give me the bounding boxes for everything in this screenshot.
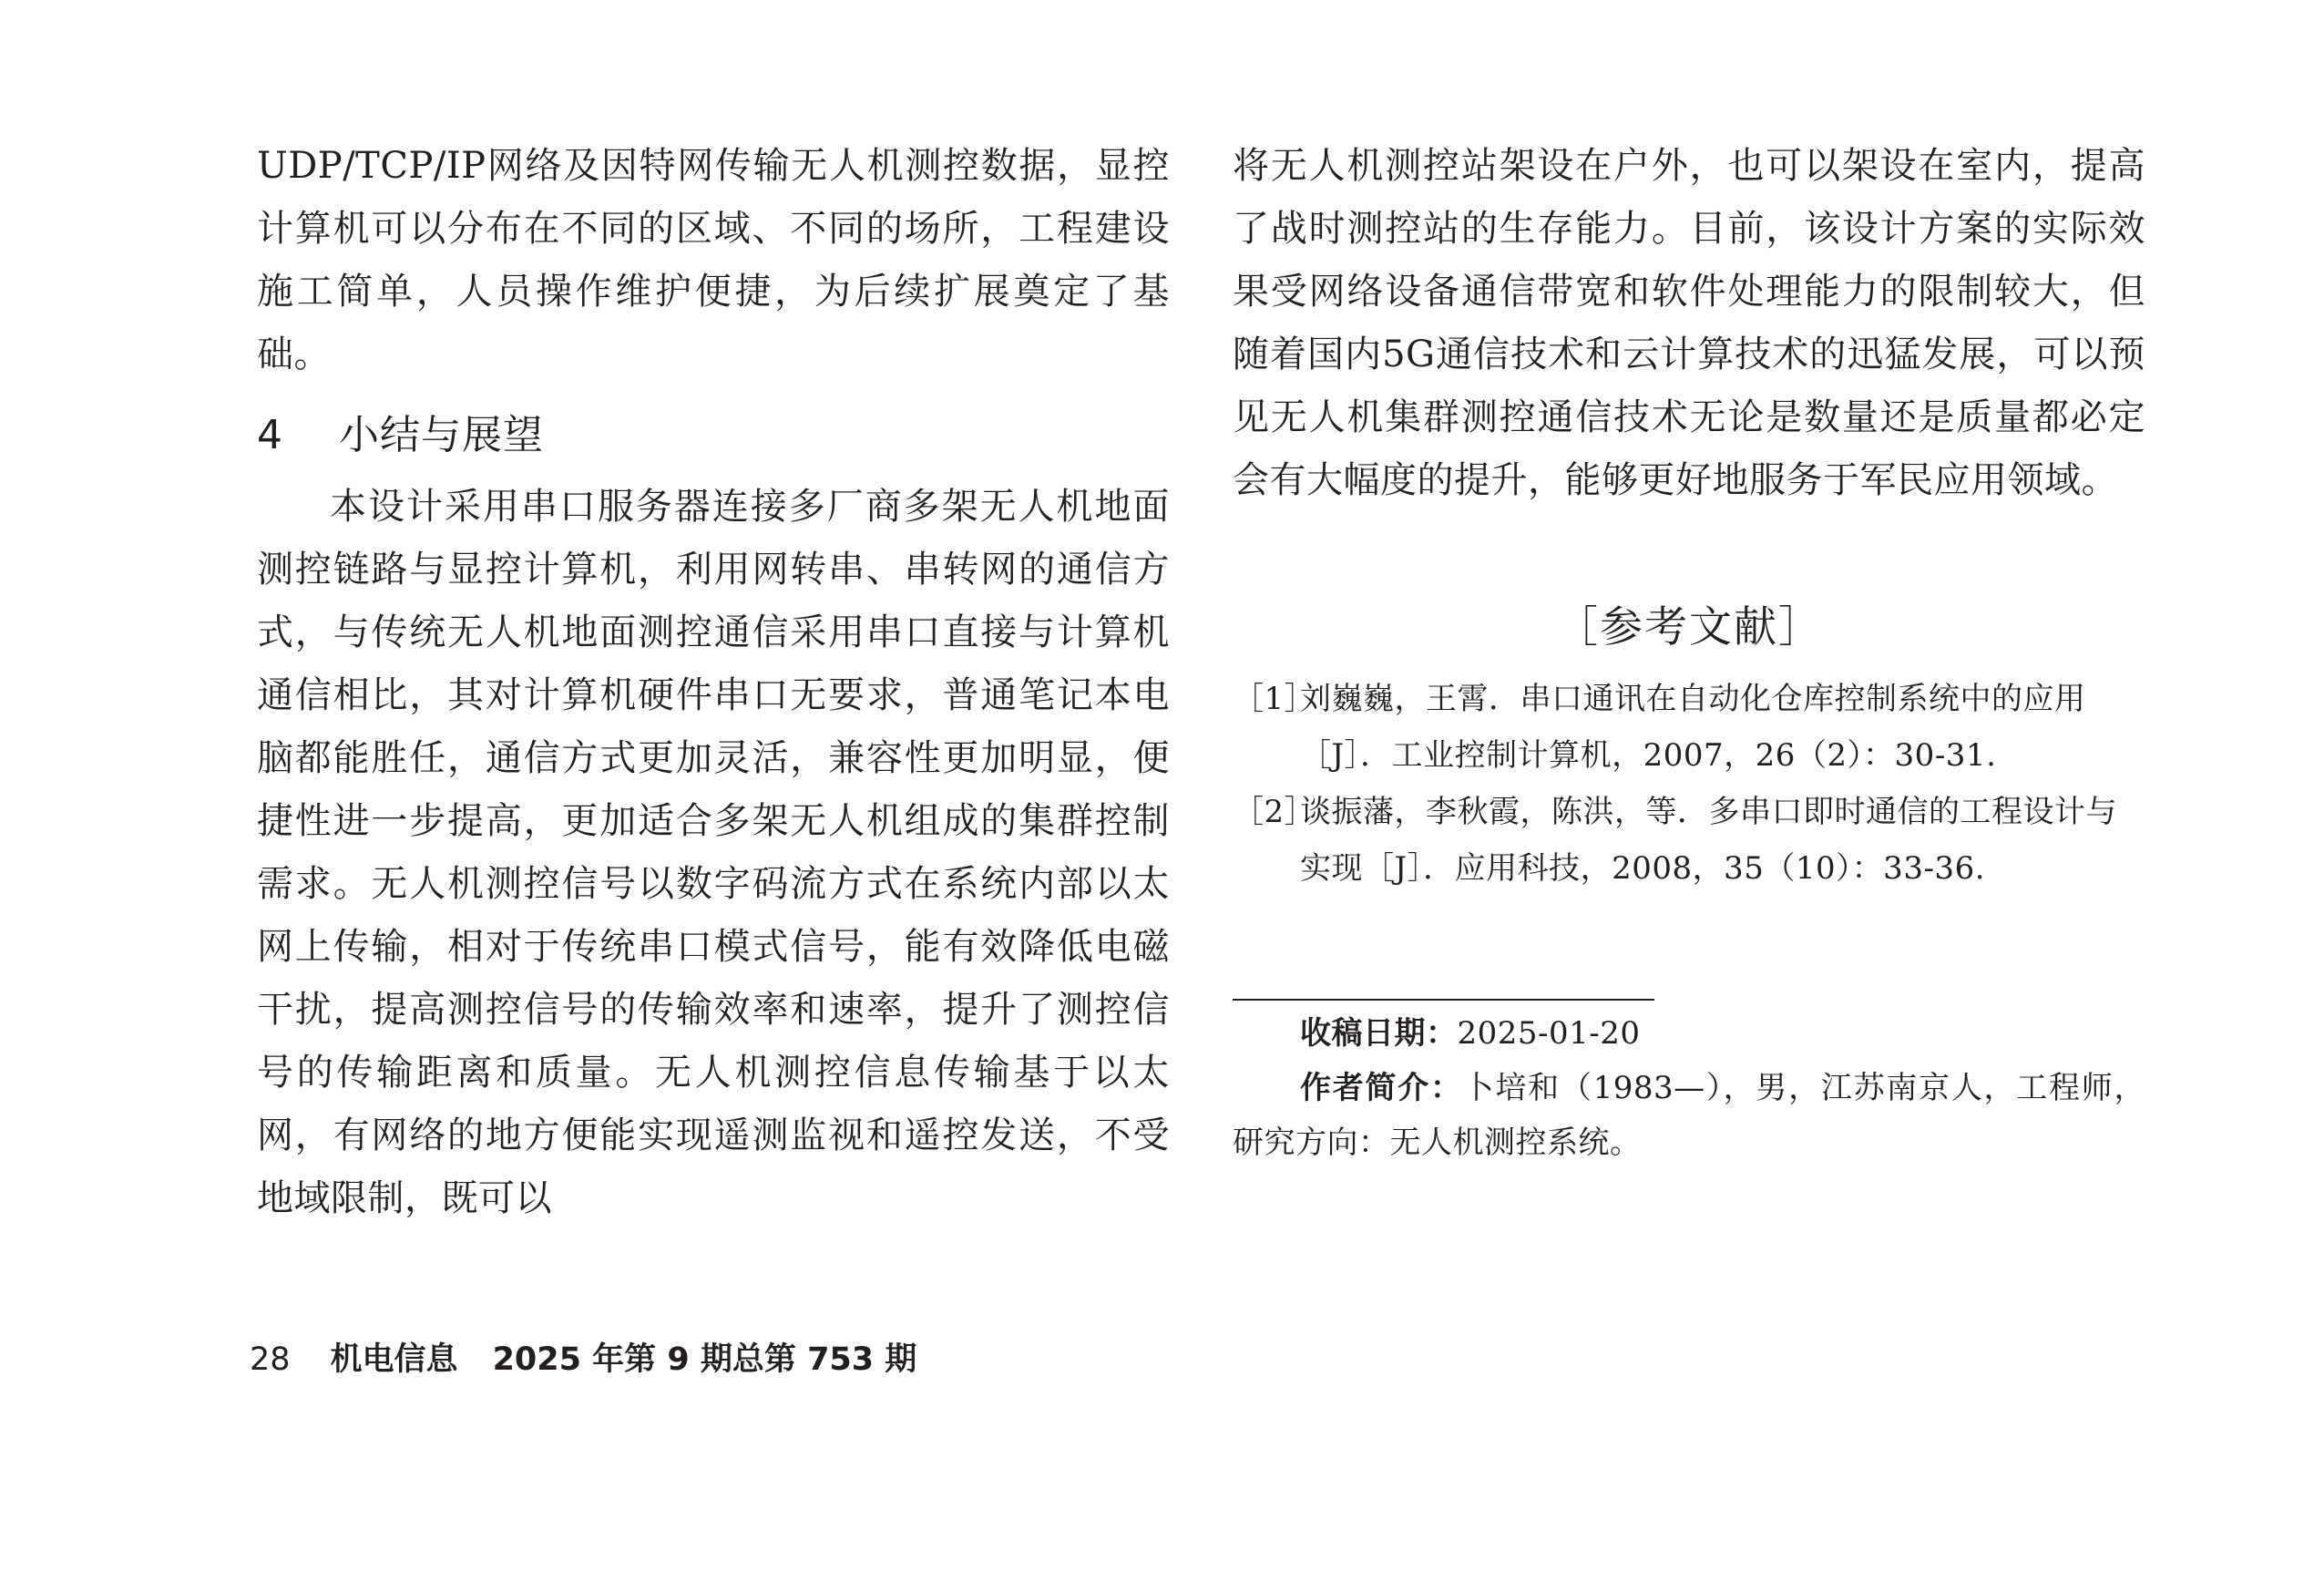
- left-column: [257, 135, 1170, 1230]
- section-heading: [257, 405, 1170, 467]
- author-bio: 卜培和（1983—），男，江苏南京人，工程师，研究方向：无人机测控系统。: [1233, 1070, 2146, 1161]
- reference-number: ［2］: [1233, 794, 1316, 830]
- received-date-line: [1233, 1006, 2145, 1061]
- author-label: 作者简介：: [1300, 1070, 1463, 1106]
- journal-name: 机电信息: [330, 1341, 458, 1378]
- body-paragraph-3: 将无人机测控站架设在户外，也可以架设在室内，提高了战时测控站的生存能力。目前，该设计方案的实际效果受网络设备通信带宽和软件处理能力的限制较大，但随着国内5G通信技术和云计算技术的迅猛发展，可以预见无人机集群测控通信技术无论是数量还是质量都必定会有大幅度的提升，能够更好地服务于军民应用领域。: [1233, 145, 2145, 501]
- reference-item: [1233, 671, 2145, 784]
- footnote-divider: [1233, 999, 1654, 1001]
- reference-list: [1233, 671, 2145, 897]
- body-paragraph-2: 本设计采用串口服务器连接多厂商多架无人机地面测控链路与显控计算机，利用网转串、串转网的通信方式，与传统无人机地面测控通信采用串口直接与计算机通信相比，其对计算机硬件串口无要求，普通笔记本电脑都能胜任，通信方式更加灵活，兼容性更加明显，便捷性进一步提高，更加适合多架无人机组成的集群控制需求。无人机测控信号以数字码流方式在系统内部以太网上传输，相对于传统串口模式信号，能有效降低电磁干扰，提高测控信号的传输效率和速率，提升了测控信号的传输距离和质量。无人机测控信息传输基于以太网，有网络的地方便能实现遥测监视和遥控发送，不受地域限制，既可以: [257, 486, 1170, 1219]
- page-number: 28: [250, 1341, 291, 1378]
- issue-info: 2025 年第 9 期总第 753 期: [492, 1341, 917, 1378]
- received-label: 收稿日期：: [1300, 1015, 1458, 1052]
- right-column: [1233, 135, 2145, 1170]
- reference-text: 谈振藩，李秋霞，陈洪，等．多串口即时通信的工程设计与实现［J］．应用科技，2008，35（10）：33-36.: [1300, 794, 2117, 887]
- author-bio-line: [1233, 1061, 2145, 1170]
- body-paragraph-1: UDP/TCP/IP网络及因特网传输无人机测控数据，显控计算机可以分布在不同的区域、不同的场所，工程建设施工简单，人员操作维护便捷，为后续扩展奠定了基础。: [257, 145, 1170, 375]
- received-date: 2025-01-20: [1457, 1015, 1641, 1052]
- reference-number: ［1］: [1233, 681, 1316, 717]
- section-title: 小结与展望: [339, 412, 544, 458]
- section-number: 4: [257, 412, 283, 458]
- page-footer: [250, 1337, 916, 1382]
- reference-item: [1233, 784, 2145, 897]
- references-heading: ［参考文献］: [1555, 602, 1823, 652]
- reference-text: 刘巍巍，王霄．串口通讯在自动化仓库控制系统中的应用［J］．工业控制计算机，2007，26（2）：30-31.: [1300, 681, 2086, 774]
